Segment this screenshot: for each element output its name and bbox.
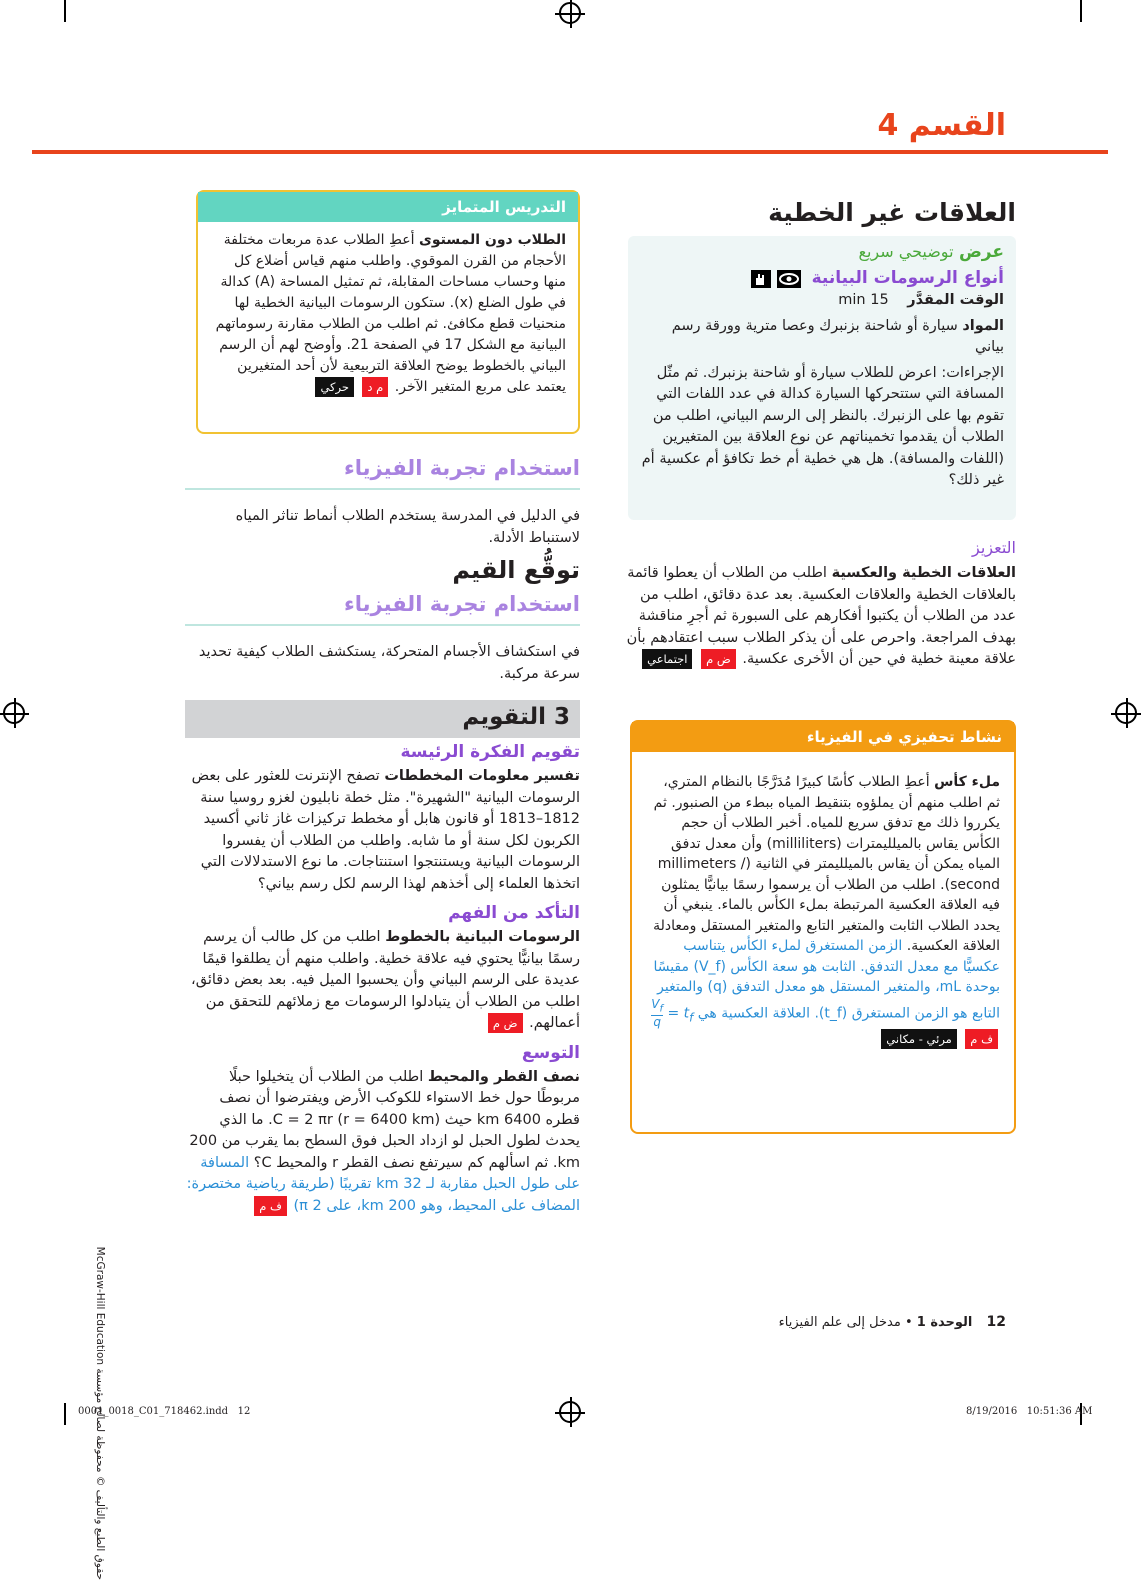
evaluate-answer: المسافة على طول الحبل مقاربة لـ 32 km تقريبًا (طريقة رياضية مختصرة: المضاف على المحيط، وهو 200 km، على 2 π)	[186, 1154, 580, 1214]
demo-time-row	[640, 290, 1004, 312]
evaluate-subheading: التأكد من الفهم	[448, 903, 580, 923]
evaluate-title: 3 التقويم	[462, 704, 570, 730]
chapter-rule	[32, 150, 1108, 154]
evaluate-bold: الرسومات البيانية بالخطوط	[385, 929, 580, 945]
activity-title: نشاط تحفيزي في الفيزياء	[632, 722, 1014, 752]
formula-den: q	[653, 1014, 661, 1029]
evaluate-text: تصفح الإنترنت للعثور على بعض الرسومات البيانية "الشهيرة". مثل خطة نابليون لغزو روسيا سنة 1812–1813 أو قانون هابل أو مخطط تركيزات غاز ثاني أكسيد الكربون لكل سنة أو ما شابه. واطلب من الطلاب أن يفسروا الرسومات البيانية ويستنتجوا استنتاجات. ما نوع الاستدلالات التي اتخذها العلماء إلى أخذهم لهذا الرسم لكل رسم بياني؟	[191, 768, 580, 892]
registration-mark-icon	[1115, 702, 1137, 724]
demo-label: عرض	[958, 242, 1004, 262]
eye-icon	[777, 270, 801, 288]
demo-subtitle: توضيحي سريع	[858, 242, 954, 261]
reinforce-text: اطلب من الطلاب أن يعطوا قائمة بالعلاقات الخطية والعلاقات العكسية. بعد عدة دقائق، اطلب من عدد من الطلاب أن يكتبوا أفكارهم على السبورة ثم أجرِ مناقشة بهدف المراجعة. واحرص على أن يذكر الطلاب سبب اعتقادهم بأن علاقة معينة خطية في حين أن الأخرى عكسية.	[626, 565, 1016, 667]
demo-heading: أنواع الرسومات البيانية	[811, 268, 1004, 288]
activity-body	[632, 752, 1014, 1049]
registration-mark-icon	[559, 2, 581, 24]
diverse-tag: حركي	[315, 377, 354, 397]
diverse-tag: م د	[362, 377, 388, 397]
reinforce-heading: التعزيز	[972, 538, 1016, 557]
evaluate-body	[185, 742, 580, 1217]
evaluate-tag: ف م	[254, 1196, 287, 1216]
chapter-title: القسم 4	[877, 108, 1006, 143]
evaluate-text: اطلب من كل طالب أن يرسم رسمًا بيانيًّا يحتوي فيه علاقة خطية. واطلب منهم أن يطلقوا قيمًا عديدة على الرسم البياني وأن يحسبوا الميل فيه. بعد بعض دقائق، اطلب من الطلاب أن يتبادلوا الرسومات مع زملائهم للتحقق من أعمالهم.	[191, 929, 580, 1031]
time-label: الوقت المقدَّر	[907, 292, 1004, 308]
formula: $t_f$ = $\frac{V_f}{q}$	[651, 996, 694, 1029]
evaluate-header	[185, 700, 580, 738]
diverse-body	[198, 222, 578, 406]
reinforce-section	[618, 538, 1016, 671]
footer-bullet: •	[904, 1315, 913, 1330]
physics-use-title: استخدام تجربة الفيزياء	[344, 456, 580, 480]
evaluate-text: اطلب من الطلاب أن يتخيلوا حبلًا مربوطًا حول خط الاستواء للكوكب الأرض ويفترضوا أن نصف قطره 6400 km حيث C = 2 πr (r = 6400 km). ما الذي يحدث لطول الحبل لو ازداد الحبل فوق السطح بما يقرب من 200 km. ثم اسألهم كم سيرتفع نصف القطر r والمحيط C؟	[189, 1068, 580, 1171]
physics-use-title: استخدام تجربة الفيزياء	[344, 592, 580, 616]
registration-mark-icon	[559, 1401, 581, 1423]
reinforce-tag: ض م	[701, 649, 736, 669]
expect-title: توقُّع القيم	[452, 556, 580, 584]
section-title: العلاقات غير الخطية	[768, 198, 1016, 227]
trim-mark	[64, 1403, 66, 1425]
timestamp: 8/19/2016 10:51:36 AM	[966, 1406, 1093, 1417]
demo-title-row	[640, 268, 1004, 288]
chapter-desc: مدخل إلى علم الفيزياء	[778, 1315, 901, 1330]
activity-tag: مرئي - مكاني	[881, 1029, 957, 1049]
diverse-title: التدريس المتمايز	[198, 192, 578, 222]
physics-use-text: في استكشاف الأجسام المتحركة، يستكشف الطلاب كيفية تحديد سرعة مركبة.	[198, 644, 580, 682]
page-number: 12	[986, 1314, 1006, 1330]
evaluate-bold: تفسير معلومات المخططات	[384, 768, 580, 784]
evaluate-subheading: التوسع	[521, 1042, 580, 1063]
teal-rule	[185, 624, 580, 626]
formula-num: V	[651, 996, 660, 1011]
registration-mark-icon	[3, 702, 25, 724]
evaluate-paragraph	[185, 766, 580, 895]
page-footer	[779, 1314, 1006, 1330]
reinforce-tag: اجتماعي	[642, 649, 692, 669]
hand-icon	[751, 270, 771, 288]
demo-heading-row	[640, 242, 1004, 262]
evaluate-paragraph	[185, 927, 580, 1035]
reinforce-body	[618, 563, 1016, 671]
activity-text: أعطِ الطلاب كأسًا كبيرًا مُدَرَّجًا بالنظام المتري، ثم اطلب منهم أن يملؤوه بتنقيط المياه ببطء من الصنبور. ثم يكرروا ذلك مع تدفق سريع للمياه. أخبر الطلاب أن حجم الكأس يقاس بالميلليمترات (milliliters) وأن معدل تدفق المياه يمكن أن يقاس بالميلليمتر في الثانية (millimeters / second). اطلب من الطلاب أن يرسموا رسمًا بيانيًّا يمثلون فيه العلاقة العكسية المرتبطة بملء الكأس بالماء. ينبغي أن يحدد الطلاب الثابت والمتغير التابع والمتغير المستقل ومعادلة العلاقة العكسية.	[653, 774, 1000, 954]
demo-box	[628, 236, 1016, 520]
file-slug: 0001_0018_C01_718462.indd 12	[78, 1406, 251, 1417]
diverse-bold: الطلاب دون المستوى	[419, 232, 566, 248]
activity-tag: ف م	[965, 1029, 998, 1049]
teal-rule	[185, 488, 580, 490]
activity-answer: الزمن المستغرق لملء الكأس يتناسب عكسيًّا مع معدل التدفق. الثابت هو سعة الكأس (V_f) مقيسًا بوحدة mL، والمتغير المستقل هو معدل التدفق (q) والمتغير التابع هو الزمن المستغرق (t_f). العلاقة العكسية هي	[653, 938, 1000, 1022]
procedure-text: الإجراءات: اعرض للطلاب سيارة أو شاحنة بزنبرك. ثم مثّل المسافة التي ستتحركها السيارة كدالة في عدد اللفات التي تقوم بها على الزنبرك. بالنظر إلى الرسم البياني، اطلب من الطلاب أن يقدموا تخميناتهم عن نوع العلاقة بين المتغيرين (اللفات والمسافة). هل هي خطية أم خط تكافؤ أم عكسية أم غير ذلك؟	[641, 364, 1004, 488]
time-value: 15 min	[838, 292, 889, 308]
trim-mark	[64, 0, 66, 22]
materials	[640, 316, 1004, 359]
evaluate-tag: ض م	[488, 1013, 523, 1033]
materials-label: المواد	[962, 317, 1004, 334]
evaluate-paragraph	[185, 1067, 580, 1218]
chapter-label: الوحدة 1	[916, 1315, 973, 1330]
evaluate-bold: نصف القطر والمحيط	[427, 1068, 580, 1085]
materials-text: سيارة أو شاحنة بزنبرك وعصا مترية وورقة رسم بياني	[671, 317, 1004, 355]
reinforce-bold: العلاقات الخطية والعكسية	[831, 565, 1016, 581]
formula-lhs: t	[683, 1005, 690, 1022]
activity-bold: ملء كأس	[934, 774, 1000, 790]
physics-use-text: في الدليل في المدرسة يستخدم الطلاب أنماط تناثر المياه لاستنباط الأدلة.	[235, 508, 580, 546]
activity-box	[630, 720, 1016, 1134]
diverse-text: أعطِ الطلاب عدة مربعات مختلفة الأحجام من القرن الموقوي. واطلب منهم قياس أضلاع كل منها وحساب مساحات المقابلة، ثم تمثيل المساحة (A) كدالة في طول الضلع (x). ستكون الرسومات البيانية الخطية لها منحنيات قطع مكافئ. ثم اطلب من الطلاب مقارنة رسوماتهم البيانية مع الشكل 17 في الصفحة 21. وأوضح لهم أن الرسم البياني بالخطوط يوضح العلاقة التربيعية لأن أحد المتغيرين يعتمد على مربع المتغير الآخر.	[215, 232, 566, 395]
trim-mark	[1080, 0, 1082, 22]
evaluate-subheading: تقويم الفكرة الرئيسة	[400, 742, 580, 762]
diverse-box	[196, 190, 580, 434]
side-copyright: حقوق الطبع والتأليف © محفوظة لصالح مؤسسة McGraw-Hill Education	[94, 1246, 106, 1580]
